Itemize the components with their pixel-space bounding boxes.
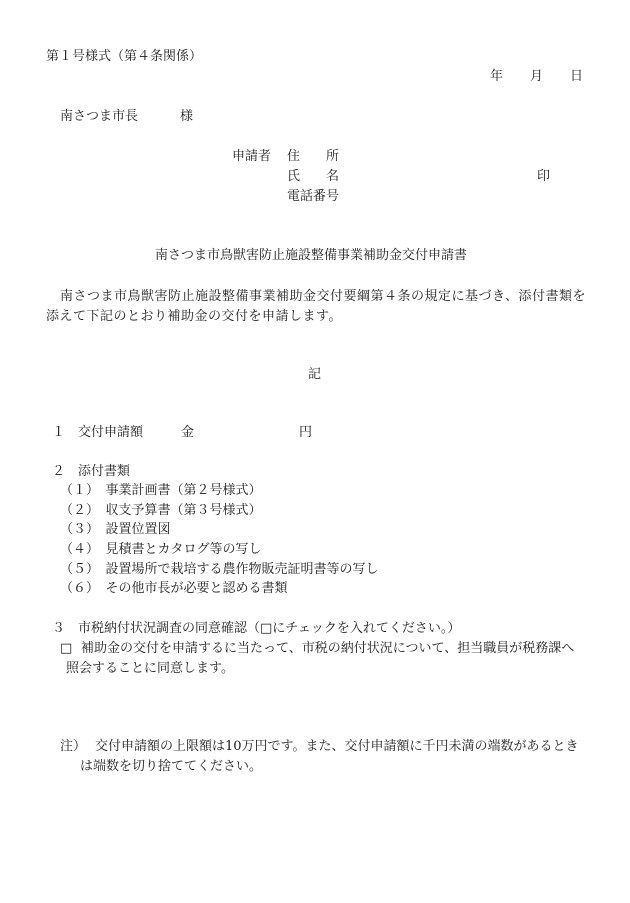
item1-yen: 円 bbox=[299, 425, 313, 440]
applicant-name-label: 氏 名 bbox=[287, 169, 340, 184]
form-number: 第１号様式（第４条関係） bbox=[46, 49, 203, 64]
item1-label: １ 交付申請額 bbox=[52, 425, 144, 440]
note-line-1: 交付申請額の上限額は10万円です。また、交付申請額に千円未満の端数があるとき bbox=[95, 739, 579, 754]
intro-line-1: 南さつま市鳥獣害防止施設整備事業補助金交付要綱第４条の規定に基づき、添付書類を bbox=[60, 289, 586, 304]
attachment-item: （２） 収支予算書（第３号様式） bbox=[60, 503, 262, 518]
intro-line-2: 添えて下記のとおり補助金の交付を申請します。 bbox=[46, 309, 342, 324]
attachment-item: （５） 設置場所で栽培する農作物販売証明書等の写し bbox=[60, 562, 379, 577]
item3-label: ３ 市税納付状況調査の同意確認（□にチェックを入れてください。） bbox=[52, 621, 461, 636]
consent-line-1: 補助金の交付を申請するに当たって、市税の納付状況について、担当職員が税務課へ bbox=[81, 641, 575, 656]
applicant-address-label: 住 所 bbox=[287, 149, 340, 164]
attachment-item: （３） 設置位置図 bbox=[60, 522, 171, 537]
date-month: 月 bbox=[530, 69, 544, 84]
consent-line-2: 照会することに同意します。 bbox=[66, 661, 234, 676]
attachment-item: （６） その他市長が必要と認める書類 bbox=[60, 581, 288, 596]
applicant-phone-label: 電話番号 bbox=[287, 189, 340, 204]
ki-heading: 記 bbox=[308, 367, 322, 382]
addressee-honorific: 様 bbox=[180, 109, 194, 124]
note-line-2: は端数を切り捨ててください。 bbox=[80, 759, 263, 774]
seal-mark: 印 bbox=[537, 169, 551, 184]
item2-label: ２ 添付書類 bbox=[52, 464, 131, 479]
date-year: 年 bbox=[490, 69, 504, 84]
item1-kin: 金 bbox=[181, 425, 195, 440]
note-label: 注） bbox=[60, 739, 87, 754]
attachment-item: （４） 見積書とカタログ等の写し bbox=[60, 542, 262, 557]
date-day: 日 bbox=[570, 69, 584, 84]
document-title: 南さつま市鳥獣害防止施設整備事業補助金交付申請書 bbox=[155, 248, 468, 263]
applicant-label: 申請者 bbox=[232, 149, 272, 164]
addressee-name: 南さつま市長 bbox=[60, 109, 139, 124]
consent-checkbox[interactable]: □ bbox=[60, 641, 73, 656]
attachment-item: （１） 事業計画書（第２号様式） bbox=[60, 483, 262, 498]
